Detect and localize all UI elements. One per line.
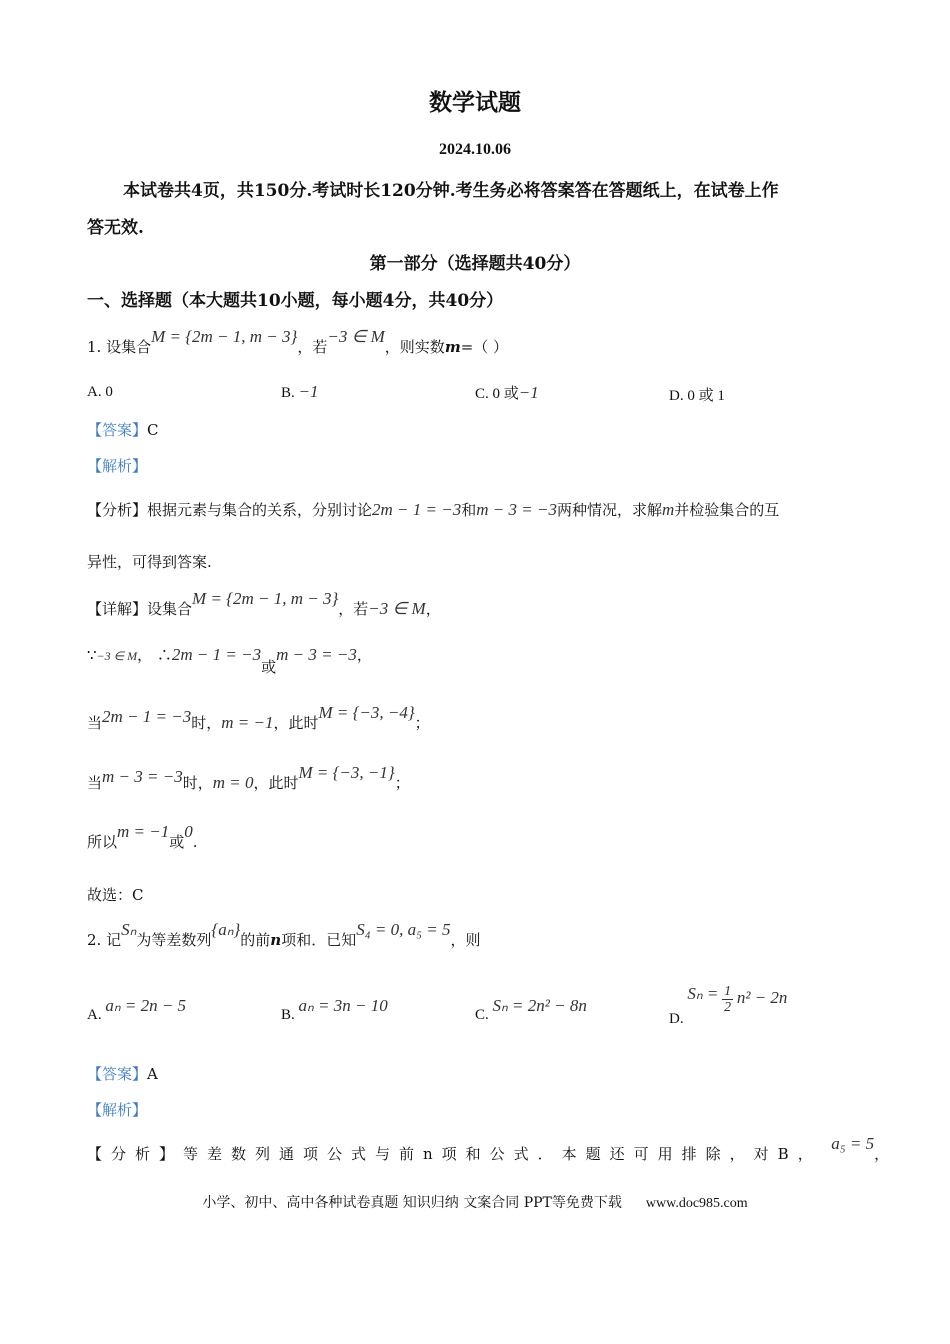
q2-option-d-fraction: $\frac{1}{2}$: [724, 984, 732, 1015]
intro-line-2: 答无效.: [87, 218, 144, 238]
section-heading: 一、选择题（本大题共10小题，每小题4分，共40分）: [87, 291, 504, 311]
q1-set-math: M = {2m − 1, m − 3}: [151, 327, 298, 346]
q1-cond-math: −3 ∈ M: [327, 327, 385, 346]
q2-option-c: C. Sₙ = 2n² − 8n: [475, 996, 587, 1023]
q1-case2-line: 当m − 3 = −3时，m = 0，此时M = {−3, −1}；: [87, 763, 410, 792]
q1-option-d: D. 0 或 1: [669, 388, 725, 404]
q1-fenxi-line2: 异性，可得到答案.: [87, 553, 212, 571]
q1-analysis-tag: 【解析】: [87, 457, 148, 475]
q1-option-c: C. 0 或−1: [475, 383, 539, 402]
exam-date: 2024.10.06: [439, 141, 511, 158]
q1-summary-line: 所以m = −1或0.: [87, 822, 198, 851]
intro-line-1: 本试卷共4页，共150分.考试时长120分钟.考生务必将答案答在答题纸上，在试卷上作: [123, 181, 779, 201]
q1-stem: 1. 设集合M = {2m − 1, m − 3}，若−3 ∈ M，则实数m=（ ）: [87, 327, 509, 356]
part-heading: 第一部分（选择题共40分）: [369, 254, 581, 274]
q2-answer: 【答案】A: [87, 1065, 158, 1083]
footer-website-link[interactable]: www.doc985.com: [645, 1196, 748, 1211]
q1-option-b: B. −1: [281, 382, 319, 401]
page-title: 数学试题: [429, 89, 521, 116]
q1-fenxi: 【分析】根据元素与集合的关系，分别讨论2m − 1 = −3和m − 3 = −3两种情况，求解m并检验集合的互: [87, 500, 780, 519]
q1-option-a: A. 0: [87, 384, 113, 400]
page-footer: 小学、初中、高中各种试卷真题 知识归纳 文案合同 PPT等免费下载 www.doc985.com: [202, 1195, 748, 1211]
q2-option-b: B. aₙ = 3n − 10: [281, 996, 388, 1023]
q1-answer: 【答案】C: [87, 421, 159, 439]
q2-option-d: D. Sₙ = $\frac{1}{2}$ n² − 2n: [669, 983, 788, 1027]
q2-fenxi: 【分析】等差数列通项公式与前n项和公式．本题还可用排除，对B， a₅ = 5，: [87, 1134, 890, 1163]
q1-case1-line: 当2m − 1 = −3时，m = −1，此时M = {−3, −4}；: [87, 703, 430, 732]
q1-because-line: ∵−3 ∈ M， ∴2m − 1 = −3或m − 3 = −3，: [87, 645, 372, 676]
q2-analysis-tag: 【解析】: [87, 1101, 148, 1119]
q2-stem: 2. 记Sₙ为等差数列{aₙ}的前n项和．已知S₄ = 0, a₅ = 5，则: [87, 920, 481, 949]
q1-detail: 【详解】设集合M = {2m − 1, m − 3}，若−3 ∈ M，: [87, 589, 441, 618]
q2-option-a: A. aₙ = 2n − 5: [87, 996, 187, 1023]
q1-conclusion: 故选：C: [87, 886, 144, 904]
